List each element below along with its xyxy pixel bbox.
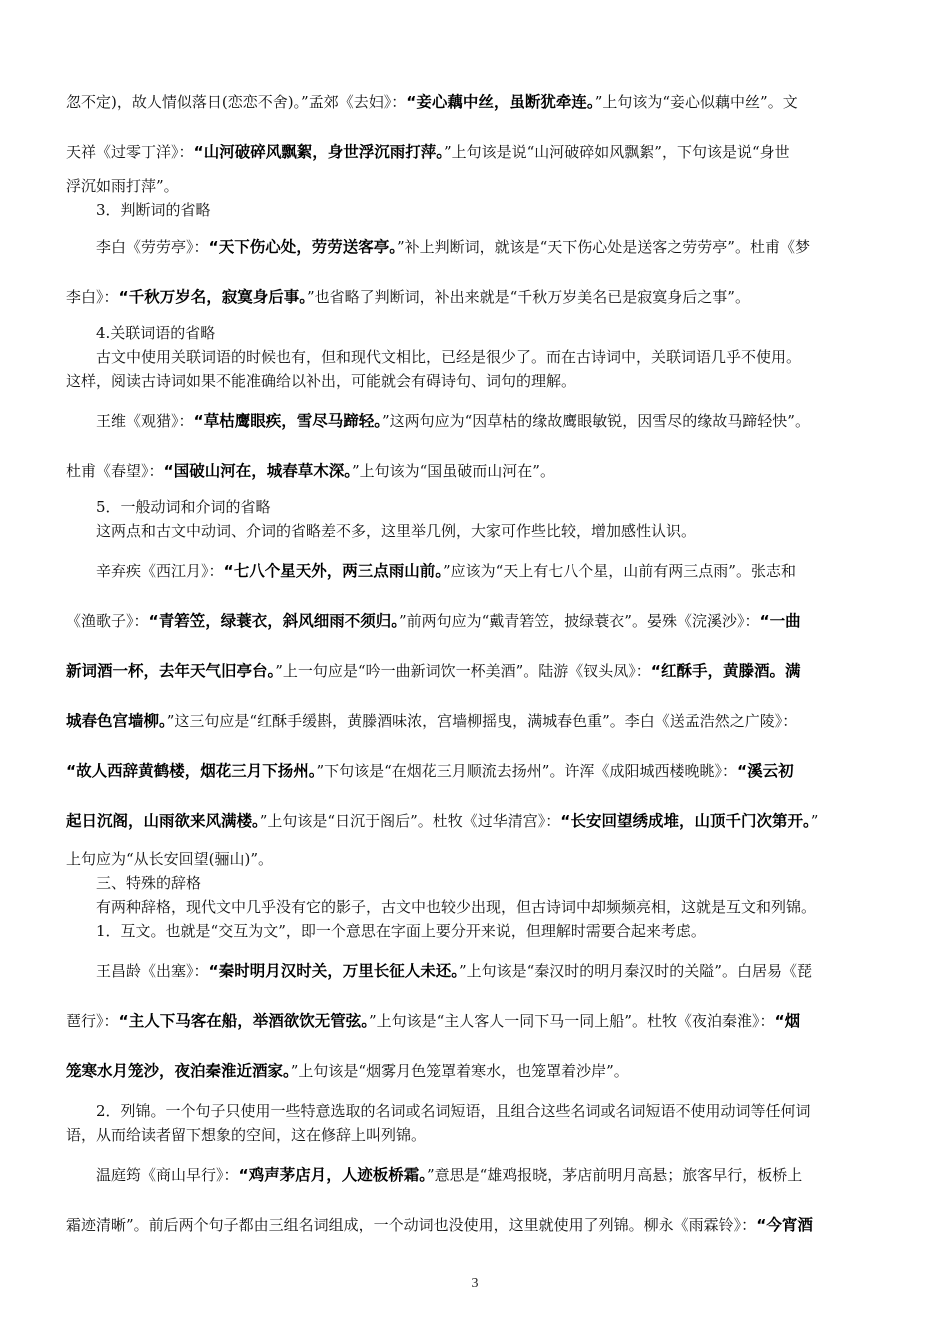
poem-quote: “千秋万岁名，寂寞身后事。 (118, 288, 307, 306)
text-line (96, 897, 886, 917)
poem-quote: 起日沉阁，山雨欲来风满楼。 (66, 812, 260, 830)
text-line (66, 1125, 886, 1145)
text-segment: 王维《观猎》： (96, 412, 194, 430)
poem-quote: 笼寒水月笼沙，夜泊秦淮近酒家。 (66, 1062, 291, 1080)
text-segment: 古文中使用关联词语的时候也有，但和现代文相比，已经是很少了。而在古诗词中，关联词语几乎不使用。 (96, 348, 802, 366)
text-line (66, 661, 886, 681)
text-line (66, 371, 886, 391)
poem-quote: “溪云初 (736, 762, 794, 780)
text-line (66, 1061, 886, 1081)
poem-quote: “今宵酒 (756, 1216, 813, 1234)
poem-quote: “长安回望绣成堆，山顶千门次第开。 (560, 812, 811, 830)
text-segment: 5．一般动词和介词的省略 (96, 498, 271, 516)
poem-quote: “主人下马客在船，举酒欲饮无管弦。 (118, 1012, 369, 1030)
text-segment: 语，从而给读者留下想象的空间，这在修辞上叫列锦。 (66, 1126, 427, 1144)
text-line (96, 411, 886, 431)
text-segment: 天祥《过零丁洋》： (66, 143, 194, 161)
text-segment: ”上一句应是“吟一曲新词饮一杯美酒”。陆游《钗头凤》： (275, 662, 651, 680)
text-segment: ”上句该是“烟雾月色笼罩着寒水，也笼罩着沙岸”。 (290, 1062, 629, 1080)
text-line (66, 761, 886, 781)
poem-quote: “青箬笠，绿蓑衣，斜风细雨不须归。 (148, 612, 399, 630)
poem-quote: “山河破碎风飘絮，身世浮沉雨打萍。 (193, 143, 444, 161)
text-line (96, 497, 886, 517)
text-line (66, 1011, 886, 1031)
text-line (66, 1215, 886, 1235)
text-segment: ”上句该是“日沉于阁后”。杜牧《过华清宫》： (259, 812, 561, 830)
text-segment: ”上句该是“秦汉时的明月秦汉时的关隘”。白居易《琵 (458, 962, 812, 980)
text-segment: ”下句该是“在烟花三月顺流去扬州”。许浑《成阳城西楼晚眺》： (316, 762, 737, 780)
poem-quote: “秦时明月汉时关，万里长征人未还。 (208, 962, 459, 980)
text-segment: 4.关联词语的省略 (96, 324, 216, 342)
text-segment: 琶行》： (66, 1012, 119, 1030)
text-line (66, 461, 886, 481)
text-segment: 三、特殊的辞格 (96, 874, 202, 892)
poem-quote: “烟 (774, 1012, 801, 1030)
text-line (96, 323, 886, 343)
text-segment: ”也省略了判断词，补出来就是“千秋万岁美名已是寂寞身后之事”。 (306, 288, 750, 306)
poem-quote: “国破山河在，城春草木深。 (163, 462, 352, 480)
text-segment: ”意思是“雄鸡报晓，茅店前明月高悬；旅客早行，板桥上 (426, 1166, 803, 1184)
text-segment: ”补上判断词，就该是“天下伤心处是送客之劳劳亭”。杜甫《梦 (396, 238, 810, 256)
text-segment: ”上句该为“妾心似藕中丝”。文 (594, 93, 798, 111)
text-segment: 王昌龄《出塞》： (96, 962, 209, 980)
text-segment: 有两种辞格，现代文中几乎没有它的影子，古文中也较少出现，但古诗词中却频频亮相，这就是互文和列锦。 (96, 898, 817, 916)
text-line (66, 92, 886, 112)
text-segment: 杜甫《春望》： (66, 462, 164, 480)
text-segment: 李白》： (66, 288, 119, 306)
text-segment: 《渔歌子》： (66, 612, 149, 630)
text-line (96, 1101, 886, 1121)
text-line (96, 200, 886, 220)
text-segment: 这样，阅读古诗词如果不能准确给以补出，可能就会有碍诗句、词句的理解。 (66, 372, 577, 390)
text-segment: ”前两句应为“戴青箬笠，披绿蓑衣”。晏殊《浣溪沙》： (398, 612, 760, 630)
text-line (66, 142, 886, 162)
poem-quote: “七八个星天外，两三点雨山前。 (223, 562, 443, 580)
text-line (66, 811, 886, 831)
text-line (96, 873, 886, 893)
text-segment: 1．互文。也就是“交互为文”，即一个意思在字面上要分开来说，但理解时需要合起来考虑。 (96, 922, 706, 940)
text-line (66, 176, 886, 196)
text-segment: 3．判断词的省略 (96, 201, 211, 219)
text-line (96, 561, 886, 581)
text-line (96, 1165, 886, 1185)
poem-quote: “草枯鹰眼疾，雪尽马蹄轻。 (193, 412, 382, 430)
poem-quote: “天下伤心处，劳劳送客亭。 (208, 238, 397, 256)
text-line (96, 347, 886, 367)
poem-quote: “妾心藕中丝，虽断犹牵连。 (406, 93, 595, 111)
text-line (66, 849, 886, 869)
text-line (96, 237, 886, 257)
text-segment: 李白《劳劳亭》： (96, 238, 209, 256)
text-segment: 辛弃疾《西江月》： (96, 562, 224, 580)
poem-quote: “红酥手，黄滕酒。满 (650, 662, 801, 680)
text-segment: 温庭筠《商山早行》： (96, 1166, 239, 1184)
text-line (66, 287, 886, 307)
text-segment: ”这两句应为“因草枯的缘故鹰眼敏锐，因雪尽的缘故马蹄轻快”。 (381, 412, 810, 430)
text-segment: ” (810, 812, 819, 830)
text-line (96, 961, 886, 981)
text-segment: 2．列锦。一个句子只使用一些特意选取的名词或名词短语，且组合这些名词或名词短语不使用动词等任何词 (96, 1102, 811, 1120)
text-segment: 上句应为“从长安回望(骊山)”。 (66, 850, 274, 868)
text-segment: 忽不定)，故人情似落日(恋恋不舍)。”孟郊《去妇》： (66, 93, 407, 111)
poem-quote: “一曲 (759, 612, 801, 630)
text-segment: ”上句该是说“山河破碎如风飘絮”，下句该是说“身世 (443, 143, 790, 161)
text-line (96, 521, 886, 541)
text-segment: ”上句该是“主人客人一同下马一同上船”。杜牧《夜泊秦淮》： (368, 1012, 775, 1030)
poem-quote: 城春色宫墙柳。 (66, 712, 167, 730)
poem-quote: “鸡声茅店月，人迹板桥霜。 (238, 1166, 427, 1184)
text-line (96, 921, 886, 941)
text-segment: ”应该为“天上有七八个星，山前有两三点雨”。张志和 (442, 562, 796, 580)
text-line (66, 711, 886, 731)
text-segment: 霜迹清晰”。前后两个句子都由三组名词组成，一个动词也没使用，这里就使用了列锦。柳永《雨霖铃》： (66, 1216, 757, 1234)
poem-quote: “故人西辞黄鹤楼，烟花三月下扬州。 (66, 762, 317, 780)
text-line (66, 611, 886, 631)
text-segment: ”这三句应是“红酥手缓斟，黄滕酒味浓，宫墙柳摇曳，满城春色重”。李白《送孟浩然之广陵》： (166, 712, 798, 730)
text-segment: 这两点和古文中动词、介词的省略差不多，这里举几例，大家可作些比较，增加感性认识。 (96, 522, 697, 540)
text-segment: 浮沉如雨打萍”。 (66, 177, 179, 195)
page-number: 3 (471, 1276, 479, 1291)
poem-quote: 新词酒一杯，去年天气旧亭台。 (66, 662, 276, 680)
text-segment: ”上句该为“国虽破而山河在”。 (351, 462, 555, 480)
